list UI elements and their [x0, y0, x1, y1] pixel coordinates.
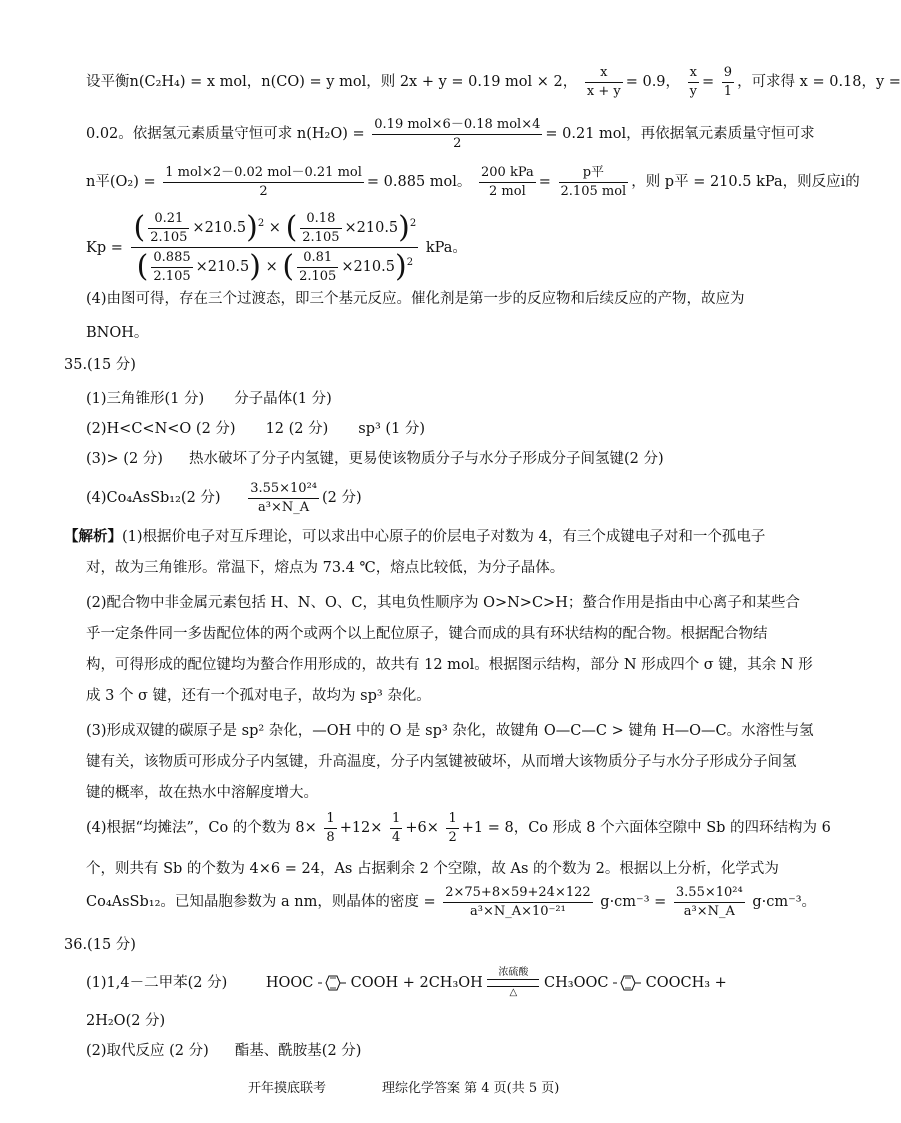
question-36-heading: 36.(15 分) — [64, 937, 136, 953]
text: = 0.21 mol，再依据氧元素质量守恒可求 — [545, 126, 815, 143]
fraction: $\frac{2\times 75+8\times 59+24\times 122}{\text{a³×N\_A×10⁻²¹}}$ — [445, 885, 591, 919]
benzene-ring-icon — [318, 971, 346, 995]
kp-unit: kPa。 — [425, 239, 467, 256]
text: ，可求得 x = 0.18，y = — [737, 74, 901, 91]
text: ，则 p平 = 210.5 kPa，则反应ⅰ的 — [631, 174, 860, 191]
paragraph-4b: BNOH。 — [86, 325, 149, 341]
footer-page-info: 理综化学答案 第 4 页(共 5 页) — [382, 1081, 560, 1096]
eq-line-1 — [86, 66, 901, 98]
fraction: $\frac{\text{3.55×10²⁴}}{\text{a³×N\_A}}$ — [675, 885, 743, 919]
analysis-line-12: Co₄AsSb₁₂。已知晶胞参数为 a nm，则晶体的密度 = $\frac{2\times 75+8\times 59+24\times 122}{\text{a³×N\_A×10⁻²¹}}$ g·cm⁻³ = $\frac{\text{3.55×10²⁴}}{\text{a³×N\_A}}$ g·cm⁻³。 — [86, 885, 817, 919]
kp-fraction: ( $\frac{0.21}{2.105}$ ×210.5)$^2$ × ( $\frac{0.18}{2.105}$ ×210.5)$^2$ ( $\frac{0.885}{2.105}$ ×210.5) × ( $\frac{0.81}{2.105}$ ×210.5)$^2$ — [133, 210, 417, 285]
text: n(C₂H₄) = x mol，n(CO) = y mol，则 2x + y = 0.19 mol × 2， — [129, 74, 578, 91]
fraction: $\frac{1}{8}$ — [326, 811, 335, 845]
product-ester: CH₃OOC — [544, 975, 609, 991]
fraction: $\frac{x}{x + y}$ — [586, 65, 621, 99]
text: = 0.9， — [625, 74, 681, 91]
text: = — [538, 174, 551, 191]
answer-36-1: (1)1,4－二甲苯(2 分) HOOC COOH + 2CH₃OH 浓硫酸 △ CH₃OOC COOCH₃ + — [86, 967, 727, 998]
fraction: $\frac{9}{1}$ — [723, 65, 733, 99]
text: = 0.885 mol。 — [366, 174, 472, 191]
analysis-line-9: 键的概率，故在热水中溶解度增大。 — [86, 785, 318, 801]
reactant-acid: HOOC — [265, 975, 314, 991]
answer-36-2: (2)取代反应 (2 分) 酯基、酰胺基(2 分) — [86, 1043, 362, 1059]
analysis-line-3: (2)配合物中非金属元素包括 H、N、O、C，其电负性顺序为 O>N>C>H；螯合作用是指由中心离子和某些合 — [86, 595, 800, 611]
paragraph-4a: (4)由图可得，存在三个过渡态，即三个基元反应。催化剂是第一步的反应物和后续反应的产物，故应为 — [86, 291, 745, 307]
analysis-line-5: 构，可得形成的配位键均为螯合作用形成的，故共有 12 mol。根据图示结构，部分 N 形成四个 σ 键，其余 N 形 — [86, 657, 813, 673]
footer-left: 开年摸底联考 — [248, 1081, 327, 1096]
analysis-line-7: (3)形成双键的碳原子是 sp² 杂化，—OH 中的 O 是 sp³ 杂化，故键角 O—C—C > 键角 H—O—C。水溶性与氢 — [86, 723, 814, 739]
fraction: $\frac{\text{1 mol×2－0.02 mol－0.21 mol}}{2}$ — [165, 165, 362, 199]
kp-label: Kp = — [86, 239, 123, 256]
kp-expression — [86, 212, 467, 284]
analysis-line-1: 【解析】(1)根据价电子对互斥理论，可以求出中心原子的价层电子对数为 4，有三个成键电子对和一个孤电子 — [64, 528, 766, 545]
fraction: $\frac{1}{4}$ — [392, 811, 401, 845]
text: n平(O₂) = — [86, 174, 156, 191]
analysis-line-2: 对，故为三角锥形。常温下，熔点为 73.4 ℃，熔点比较低，为分子晶体。 — [86, 560, 565, 576]
fraction: $\frac{x}{y}$ — [689, 65, 698, 99]
answer-36-1-tail: 2H₂O(2 分) — [86, 1013, 166, 1029]
text: 设平衡 — [86, 74, 130, 91]
answer-35-3: (3)> (2 分) 热水破坏了分子内氢键，更易使该物质分子与水分子形成分子间氢键(2 分) — [86, 451, 664, 467]
reversible-arrow-icon: 浓硫酸 △ — [487, 968, 539, 998]
analysis-line-8: 键有关，该物质可形成分子内氢键，升高温度，分子内氢键被破坏，从而增大该物质分子与水分子形成分子间氢 — [86, 754, 797, 770]
analysis-line-10: (4)根据“均摊法”，Co 的个数为 8× $\frac{1}{8}$ +12× $\frac{1}{4}$ +6× $\frac{1}{2}$ +1 = 8，Co 形成 8 个六面体空隙中 Sb 的四环结构为 6 — [86, 811, 831, 845]
fraction: $\frac{\text{p平}}{\text{2.105 mol}}$ — [560, 165, 627, 199]
answer-35-2: (2)H<C<N<O (2 分) 12 (2 分) sp³ (1 分) — [86, 421, 426, 437]
analysis-tag: 【解析】 — [64, 528, 122, 545]
eq-line-3 — [86, 166, 860, 198]
fraction: $\frac{1}{2}$ — [448, 811, 457, 845]
question-35-heading: 35.(15 分) — [64, 357, 136, 373]
text: 0.02。依据氢元素质量守恒可求 n(H₂O) = — [86, 126, 365, 143]
benzene-ring-icon — [613, 971, 641, 995]
answer-35-1: (1)三角锥形(1 分) 分子晶体(1 分) — [86, 391, 332, 407]
fraction: $\frac{\text{3.55×10²⁴}}{\text{a³×N\_A}}$ — [250, 481, 317, 515]
fraction: $\frac{\text{0.19 mol×6－0.18 mol×4}}{2}$ — [374, 117, 541, 151]
text: = — [702, 74, 715, 91]
eq-line-2 — [86, 118, 815, 150]
analysis-line-11: 个，则共有 Sb 的个数为 4×6 = 24，As 占据剩余 2 个空隙，故 As 的个数为 2。根据以上分析，化学式为 — [86, 861, 779, 877]
analysis-line-6: 成 3 个 σ 键，还有一个孤对电子，故均为 sp³ 杂化。 — [86, 688, 431, 704]
fraction: $\frac{\text{200 kPa}}{\text{2 mol}}$ — [481, 165, 534, 199]
answer-35-4: (4)Co₄AsSb₁₂(2 分) $\frac{\text{3.55×10²⁴}}{\text{a³×N\_A}}$ (2 分) — [86, 481, 362, 515]
analysis-line-4: 乎一定条件同一多齿配位体的两个或两个以上配位原子，键合而成的具有环状结构的配合物。根据配合物结 — [86, 626, 768, 642]
